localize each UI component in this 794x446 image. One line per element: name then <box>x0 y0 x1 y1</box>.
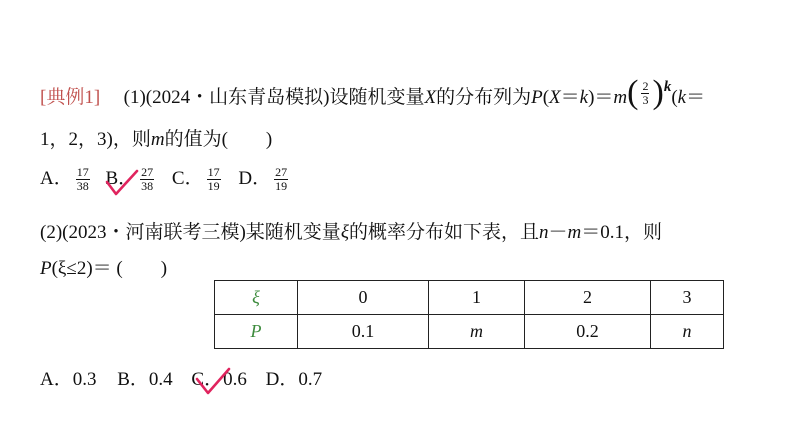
checkmark-icon-q1 <box>104 168 140 198</box>
q2-line2-rest: (ξ≤2)＝ ( ) <box>51 258 168 279</box>
option-a[interactable] <box>40 163 93 193</box>
q1-exponent: k <box>663 78 672 95</box>
option-c-den: 19 <box>207 179 220 194</box>
option-b-num: 27 <box>141 165 154 180</box>
q2-n: n <box>538 222 549 243</box>
option-2-d[interactable]: D．0.7 <box>265 369 323 390</box>
q1-mid: 的分布列为 <box>436 87 532 108</box>
option-c-num: 17 <box>207 165 220 180</box>
option-c-letter: C． <box>171 168 204 189</box>
table-cell: 2 <box>525 281 651 315</box>
q1-x: X <box>549 87 561 108</box>
question-2-line-1 <box>40 217 662 244</box>
q1-m: m <box>613 87 628 108</box>
q1-line2-b: 的值为( ) <box>164 129 273 150</box>
q1-tail-eq: ＝ <box>686 87 706 108</box>
q1-p: P <box>531 87 543 108</box>
table-cell: P <box>215 315 298 349</box>
table-cell: 1 <box>429 281 525 315</box>
question-1-line-2 <box>40 124 272 151</box>
checkmark-icon-q2 <box>194 366 232 396</box>
option-c[interactable] <box>172 163 224 193</box>
option-b-letter: B． <box>105 168 138 189</box>
q1-frac-num: 2 <box>642 78 649 93</box>
option-d[interactable] <box>238 163 291 193</box>
q1-line2-a: 1，2，3)，则 <box>40 129 151 150</box>
distribution-table <box>214 280 724 349</box>
q1-close-eq: )＝ <box>588 87 614 108</box>
option-2-c[interactable]: C．0.6 <box>191 369 247 390</box>
question-1-line-1 <box>40 74 706 111</box>
q1-var-x: X <box>424 87 437 108</box>
table-cell: m <box>429 315 525 349</box>
option-d-den: 19 <box>275 179 288 194</box>
q2-minus: － <box>548 222 568 243</box>
option-d-num: 27 <box>275 165 288 180</box>
table-cell: ξ <box>215 281 298 315</box>
option-2-b[interactable]: B．0.4 <box>117 369 173 390</box>
q1-tail-open: ( <box>671 87 678 108</box>
question-1-options <box>40 163 291 193</box>
option-d-letter: D． <box>238 168 272 189</box>
q2-tail: ＝0.1，则 <box>581 222 662 243</box>
option-a-num: 17 <box>76 165 89 180</box>
q2-m: m <box>567 222 582 243</box>
table-cell: 0.2 <box>525 315 651 349</box>
question-2-line-2 <box>40 253 167 280</box>
option-a-letter: A． <box>40 168 73 189</box>
table-row <box>215 281 724 315</box>
q1-open: ( <box>542 87 550 108</box>
table-cell: 0 <box>298 281 429 315</box>
q2-intro: (2)(2023・河南联考三模)某随机变量 <box>40 222 341 243</box>
table-cell: n <box>651 315 724 349</box>
q1-fraction-power: ( $\frac{2}{3}$ ) $^k$ <box>627 74 672 111</box>
example-label: [典例1] <box>40 87 101 108</box>
option-2-a[interactable]: A．0.3 <box>40 369 97 390</box>
table-row <box>215 315 724 349</box>
q1-k: k <box>579 87 589 108</box>
option-b-den: 38 <box>141 179 154 194</box>
q2-mid: 的概率分布如下表，且 <box>348 222 539 243</box>
q1-tail-k: k <box>677 87 687 108</box>
q2-line2-p: P <box>40 258 52 279</box>
q1-eq1: ＝ <box>560 87 580 108</box>
q1-frac-den: 3 <box>642 92 649 107</box>
option-a-den: 38 <box>76 179 89 194</box>
question-2-options <box>40 364 322 391</box>
q1-line2-m: m <box>150 129 165 150</box>
table-cell: 0.1 <box>298 315 429 349</box>
q1-intro: (1)(2024・山东青岛模拟)设随机变量 <box>123 87 425 108</box>
table-cell: 3 <box>651 281 724 315</box>
q2-xi: ξ <box>340 222 349 243</box>
